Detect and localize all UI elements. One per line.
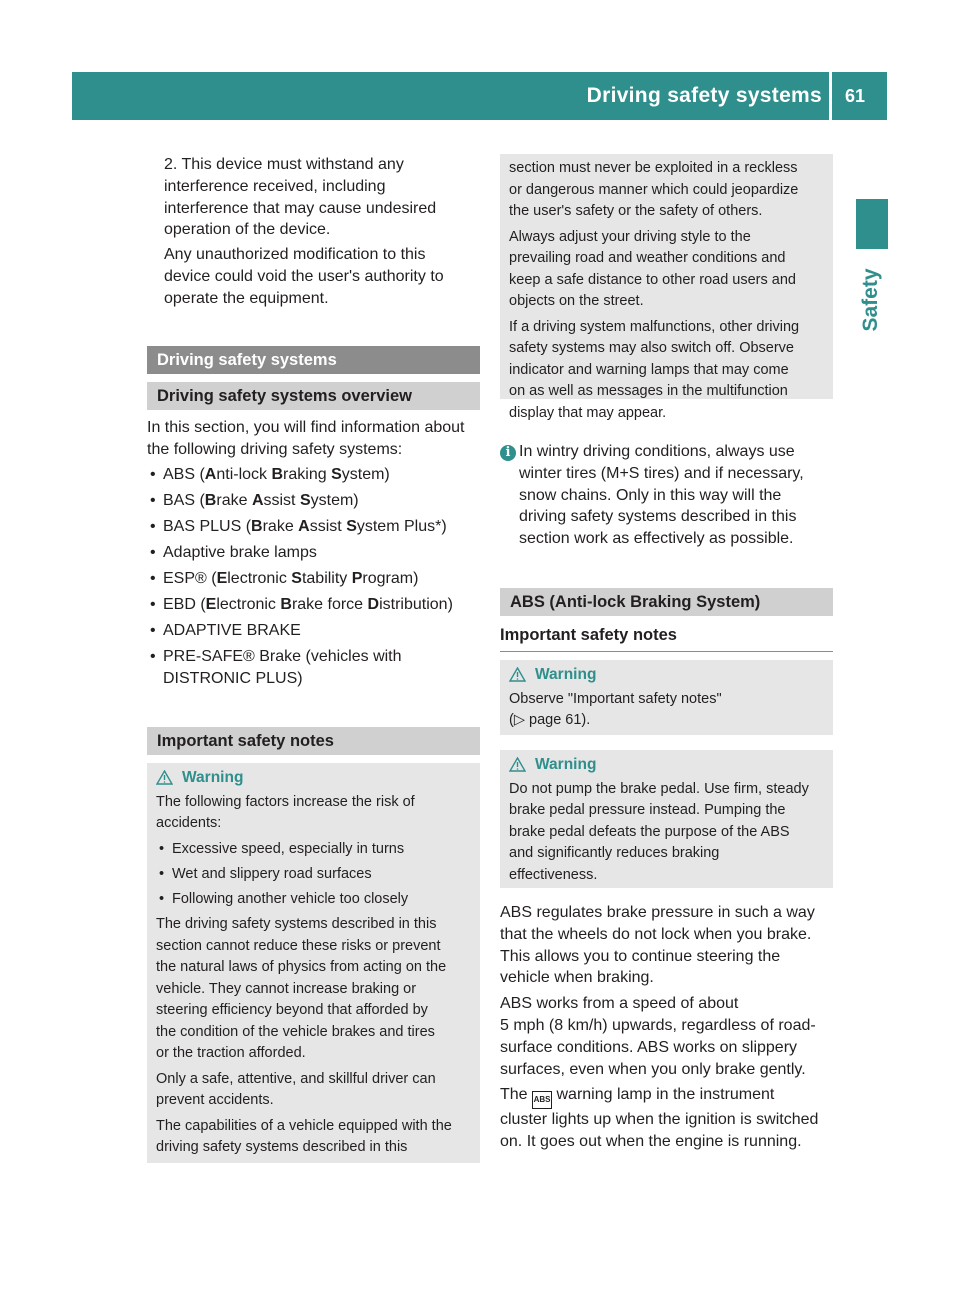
overview-body bbox=[147, 417, 480, 694]
warning-paragraph: If a driving system malfunctions, other driving safety systems may also switch off. Observe indicator and warning lamps that may come on as well as messages in the multifunction display that may appear. bbox=[509, 318, 800, 421]
warning-triangle-icon bbox=[509, 757, 526, 772]
body-line: ABS regulates brake pressure in such a way bbox=[500, 904, 815, 921]
warning-triangle-icon bbox=[156, 770, 173, 785]
overview-text-line: the following driving safety systems: bbox=[147, 440, 403, 458]
heading-important-safety-notes: Important safety notes bbox=[500, 626, 833, 652]
intro-line: interference received, including bbox=[164, 177, 386, 195]
systems-list bbox=[147, 464, 480, 690]
side-marker bbox=[856, 199, 888, 249]
body-line: on. It goes out when the engine is running. bbox=[500, 1133, 802, 1151]
risk-factor-list bbox=[156, 839, 471, 911]
body-line: cluster lights up when the ignition is switched bbox=[500, 1111, 819, 1129]
list-item: • ABS (Anti-lock Braking System) bbox=[147, 464, 480, 486]
intro-line: interference that may cause undesired bbox=[164, 199, 437, 217]
warning-box bbox=[147, 763, 480, 1163]
body-line: surface conditions. ABS works on slippery bbox=[500, 1038, 798, 1056]
header-separator bbox=[829, 72, 832, 120]
body-line: This allows you to continue steering the bbox=[500, 947, 781, 965]
subsection-heading-important-safety-notes: Important safety notes bbox=[147, 727, 480, 755]
intro-text bbox=[164, 154, 480, 310]
warning-text: Observe "Important safety notes" (▷ page 61). bbox=[509, 690, 722, 728]
intro-line: device could void the user's authority to bbox=[164, 267, 444, 285]
warning-lead: The following factors increase the risk of accidents: bbox=[156, 793, 415, 831]
abs-body bbox=[500, 902, 833, 1153]
warning-paragraph: Always adjust your driving style to the prevailing road and weather conditions and keep a safe distance to other road users and objects on the street. bbox=[509, 228, 796, 309]
warning-heading: Warning bbox=[509, 664, 824, 686]
warning-paragraph: The capabilities of a vehicle equipped with the driving safety systems described in this bbox=[156, 1117, 452, 1155]
overview-text-line: In this section, you will find information about bbox=[147, 419, 465, 436]
side-tab-label: Safety bbox=[859, 268, 882, 332]
list-item: • Adaptive brake lamps bbox=[147, 542, 480, 564]
abs-warning-lamp-icon: ABS bbox=[532, 1091, 552, 1109]
subsection-heading-abs: ABS (Anti-lock Braking System) bbox=[500, 588, 833, 616]
warning-box-3 bbox=[500, 750, 833, 888]
page-header-title: Driving safety systems bbox=[586, 84, 822, 107]
warning-heading: Warning bbox=[509, 754, 824, 776]
body-line: 5 mph (8 km/h) upwards, regardless of road- bbox=[500, 1016, 816, 1034]
warning-heading: Warning bbox=[156, 767, 471, 789]
info-note: In wintry driving conditions, always use winter tires (M+S tires) and if necessary, snow chains. Only in this way will the driving safety systems described in this section work as effectively as possible. bbox=[519, 443, 804, 548]
list-item: • BAS PLUS (Brake Assist System Plus*) bbox=[147, 516, 480, 538]
side-tab bbox=[848, 260, 894, 340]
body-line: surfaces, even when you only brake gently. bbox=[500, 1060, 806, 1078]
body-line: vehicle when braking. bbox=[500, 969, 654, 987]
body-line: The ABS warning lamp in the instrument bbox=[500, 1084, 833, 1109]
list-item: • ADAPTIVE BRAKE bbox=[147, 620, 480, 642]
page-reference-link[interactable]: (▷ page 61). bbox=[509, 712, 591, 728]
intro-line: operate the equipment. bbox=[164, 289, 329, 307]
warning-text: Do not pump the brake pedal. Use firm, steady brake pedal pressure instead. Pumping the brake pedal defeats the purpose of the ABS and significantly reduces braking effectiveness. bbox=[509, 780, 809, 883]
list-item: • Following another vehicle too closely bbox=[156, 889, 471, 911]
list-item: • PRE-SAFE® Brake (vehicles with DISTRONIC PLUS) bbox=[147, 646, 480, 690]
body-line: that the wheels do not lock when you brake. bbox=[500, 925, 812, 943]
list-item: • Excessive speed, especially in turns bbox=[156, 839, 471, 861]
subsection-heading-overview: Driving safety systems overview bbox=[147, 382, 480, 410]
warning-triangle-icon bbox=[509, 667, 526, 682]
warning-paragraph: section must never be exploited in a reckless or dangerous manner which could jeopardize the user's safety or the safety of others. bbox=[509, 160, 799, 219]
section-heading-driving-safety-systems: Driving safety systems bbox=[147, 346, 480, 374]
info-icon: i bbox=[500, 441, 516, 463]
list-item: • ESP® (Electronic Stability Program) bbox=[147, 568, 480, 590]
page-number: 61 bbox=[845, 86, 866, 106]
list-item: • BAS (Brake Assist System) bbox=[147, 490, 480, 512]
body-line: ABS works from a speed of about bbox=[500, 995, 739, 1013]
intro-line: Any unauthorized modification to this bbox=[164, 246, 426, 264]
warning-paragraph: Only a safe, attentive, and skillful driver can prevent accidents. bbox=[156, 1070, 436, 1108]
warning-box-continued bbox=[500, 154, 833, 421]
intro-line: operation of the device. bbox=[164, 221, 331, 239]
intro-line: 2. This device must withstand any bbox=[164, 156, 404, 173]
warning-box-2 bbox=[500, 660, 833, 735]
list-item: • EBD (Electronic Brake force Distribution) bbox=[147, 594, 480, 616]
list-item: • Wet and slippery road surfaces bbox=[156, 864, 471, 886]
warning-paragraph: The driving safety systems described in this section cannot reduce these risks or prevent the natural laws of physics from acting on the vehicle. They cannot increase braking or steering efficiency beyond that afforded by the condition of the vehicle brakes and tires or the traction afforded. bbox=[156, 916, 447, 1061]
